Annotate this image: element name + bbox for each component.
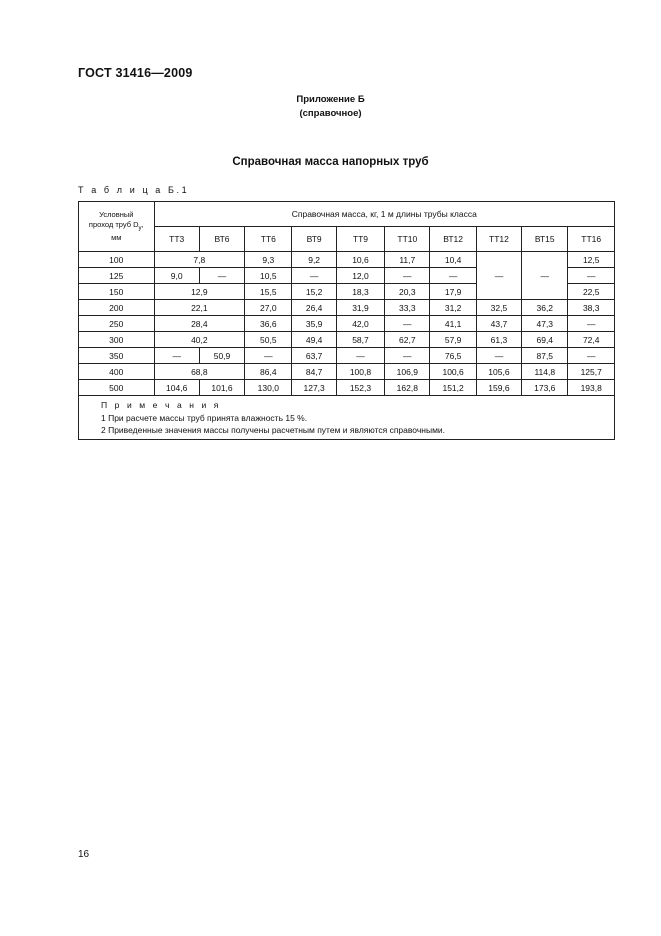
cell-bt12: 17,9 — [430, 284, 476, 300]
cell-bt6: 50,9 — [199, 348, 244, 364]
cell-bt9: — — [292, 268, 336, 284]
cell-tt3-bt6: 7,8 — [154, 252, 245, 268]
notes-row — [79, 396, 615, 440]
cell-tt9: 31,9 — [336, 300, 384, 316]
cell-bt12: 57,9 — [430, 332, 476, 348]
cell-bt15: 47,3 — [522, 316, 568, 332]
cell-bt15: 173,6 — [522, 380, 568, 396]
col-header-bt9: ВТ9 — [292, 227, 336, 252]
cell-tt9: 58,7 — [336, 332, 384, 348]
cell-tt6: 9,3 — [245, 252, 292, 268]
cell-bt12: 76,5 — [430, 348, 476, 364]
cell-bt9: 35,9 — [292, 316, 336, 332]
cell-bt9: 63,7 — [292, 348, 336, 364]
cell-tt9: 12,0 — [336, 268, 384, 284]
col-header-tt10: ТТ10 — [385, 227, 430, 252]
cell-tt6: 10,5 — [245, 268, 292, 284]
cell-tt3-bt6: 68,8 — [154, 364, 245, 380]
cell-tt6: 15,5 — [245, 284, 292, 300]
cell-tt9: 10,6 — [336, 252, 384, 268]
cell-tt6: 36,6 — [245, 316, 292, 332]
cell-tt16: — — [568, 268, 615, 284]
cell-tt16: — — [568, 348, 615, 364]
cell-diameter: 250 — [79, 316, 155, 332]
cell-bt12: — — [430, 268, 476, 284]
cell-bt9: 15,2 — [292, 284, 336, 300]
cell-tt10: — — [385, 348, 430, 364]
cell-tt3: — — [154, 348, 199, 364]
table-row — [79, 252, 615, 268]
cell-tt10: — — [385, 268, 430, 284]
notes-title: П р и м е ч а н и я — [101, 400, 222, 410]
cell-bt9: 127,3 — [292, 380, 336, 396]
cell-tt10: 62,7 — [385, 332, 430, 348]
cell-tt3: 104,6 — [154, 380, 199, 396]
cell-tt3-bt6: 28,4 — [154, 316, 245, 332]
cell-diameter: 200 — [79, 300, 155, 316]
col-header-tt9: ТТ9 — [336, 227, 384, 252]
cell-tt12: 32,5 — [476, 300, 521, 316]
cell-tt9: — — [336, 348, 384, 364]
page-title: Справочная масса напорных труб — [232, 156, 429, 168]
col-header-tt3: ТТ3 — [154, 227, 199, 252]
cell-tt12: 61,3 — [476, 332, 521, 348]
cell-tt9: 100,8 — [336, 364, 384, 380]
cell-bt15: 114,8 — [522, 364, 568, 380]
cell-bt9: 84,7 — [292, 364, 336, 380]
cell-bt12: 31,2 — [430, 300, 476, 316]
cell-diameter: 100 — [79, 252, 155, 268]
cell-bt6: — — [199, 268, 244, 284]
cell-diameter: 125 — [79, 268, 155, 284]
page-number: 16 — [78, 849, 90, 860]
cell-tt3: 9,0 — [154, 268, 199, 284]
cell-tt10: 162,8 — [385, 380, 430, 396]
cell-bt12: 151,2 — [430, 380, 476, 396]
note-item: 1 При расчете массы труб принята влажность 15 %. — [101, 412, 308, 423]
cell-tt12: — — [476, 348, 521, 364]
cell-tt6: 50,5 — [245, 332, 292, 348]
cell-tt10: 20,3 — [385, 284, 430, 300]
cell-diameter: 300 — [79, 332, 155, 348]
col-header-bt6: ВТ6 — [199, 227, 244, 252]
cell-bt6: 101,6 — [199, 380, 244, 396]
cell-bt15: 69,4 — [522, 332, 568, 348]
cell-bt12: 10,4 — [430, 252, 476, 268]
cell-tt10: 106,9 — [385, 364, 430, 380]
mass-table — [78, 201, 615, 440]
cell-bt15: 87,5 — [522, 348, 568, 364]
cell-tt12: 43,7 — [476, 316, 521, 332]
cell-bt9: 49,4 — [292, 332, 336, 348]
col-header-tt6: ТТ6 — [245, 227, 292, 252]
table-row — [79, 300, 615, 316]
cell-tt6: — — [245, 348, 292, 364]
col-header-bt12: ВТ12 — [430, 227, 476, 252]
cell-tt9: 152,3 — [336, 380, 384, 396]
table-row — [79, 348, 615, 364]
cell-tt6: 27,0 — [245, 300, 292, 316]
cell-tt16: 125,7 — [568, 364, 615, 380]
table-row — [79, 380, 615, 396]
cell-bt9: 9,2 — [292, 252, 336, 268]
table-row — [79, 316, 615, 332]
cell-tt16: — — [568, 316, 615, 332]
cell-tt16: 22,5 — [568, 284, 615, 300]
cell-tt6: 86,4 — [245, 364, 292, 380]
cell-diameter: 350 — [79, 348, 155, 364]
cell-tt16: 72,4 — [568, 332, 615, 348]
header-mass-group: Справочная масса, кг, 1 м длины трубы класса — [154, 202, 614, 227]
cell-tt16: 12,5 — [568, 252, 615, 268]
annex-title: Приложение Б — [296, 94, 365, 105]
cell-bt15: 36,2 — [522, 300, 568, 316]
cell-tt9: 42,0 — [336, 316, 384, 332]
annex-subtitle: (справочное) — [299, 108, 362, 119]
cell-bt12: 100,6 — [430, 364, 476, 380]
cell-tt9: 18,3 — [336, 284, 384, 300]
cell-tt16: 38,3 — [568, 300, 615, 316]
col-header-tt12: ТТ12 — [476, 227, 521, 252]
cell-tt16: 193,8 — [568, 380, 615, 396]
cell-tt12-merged: — — [476, 252, 521, 300]
cell-diameter: 400 — [79, 364, 155, 380]
cell-bt12: 41,1 — [430, 316, 476, 332]
cell-tt12: 105,6 — [476, 364, 521, 380]
document-code: ГОСТ 31416—2009 — [78, 66, 193, 80]
header-nominal-diameter: Условный проход труб $D_у$, мм — [79, 202, 155, 252]
cell-tt10: 11,7 — [385, 252, 430, 268]
cell-tt3-bt6: 40,2 — [154, 332, 245, 348]
cell-bt15-merged: — — [522, 252, 568, 300]
col-header-tt16: ТТ16 — [568, 227, 615, 252]
table-label: Т а б л и ц а Б.1 — [78, 185, 190, 195]
notes-cell — [79, 396, 615, 440]
cell-tt10: — — [385, 316, 430, 332]
cell-tt3-bt6: 12,9 — [154, 284, 245, 300]
cell-bt9: 26,4 — [292, 300, 336, 316]
note-item: 2 Приведенные значения массы получены расчетным путем и являются справочными. — [101, 425, 446, 435]
table-row — [79, 332, 615, 348]
col-header-bt15: ВТ15 — [522, 227, 568, 252]
cell-tt6: 130,0 — [245, 380, 292, 396]
cell-diameter: 150 — [79, 284, 155, 300]
cell-diameter: 500 — [79, 380, 155, 396]
cell-tt3-bt6: 22,1 — [154, 300, 245, 316]
cell-tt12: 159,6 — [476, 380, 521, 396]
table-row — [79, 364, 615, 380]
cell-tt10: 33,3 — [385, 300, 430, 316]
